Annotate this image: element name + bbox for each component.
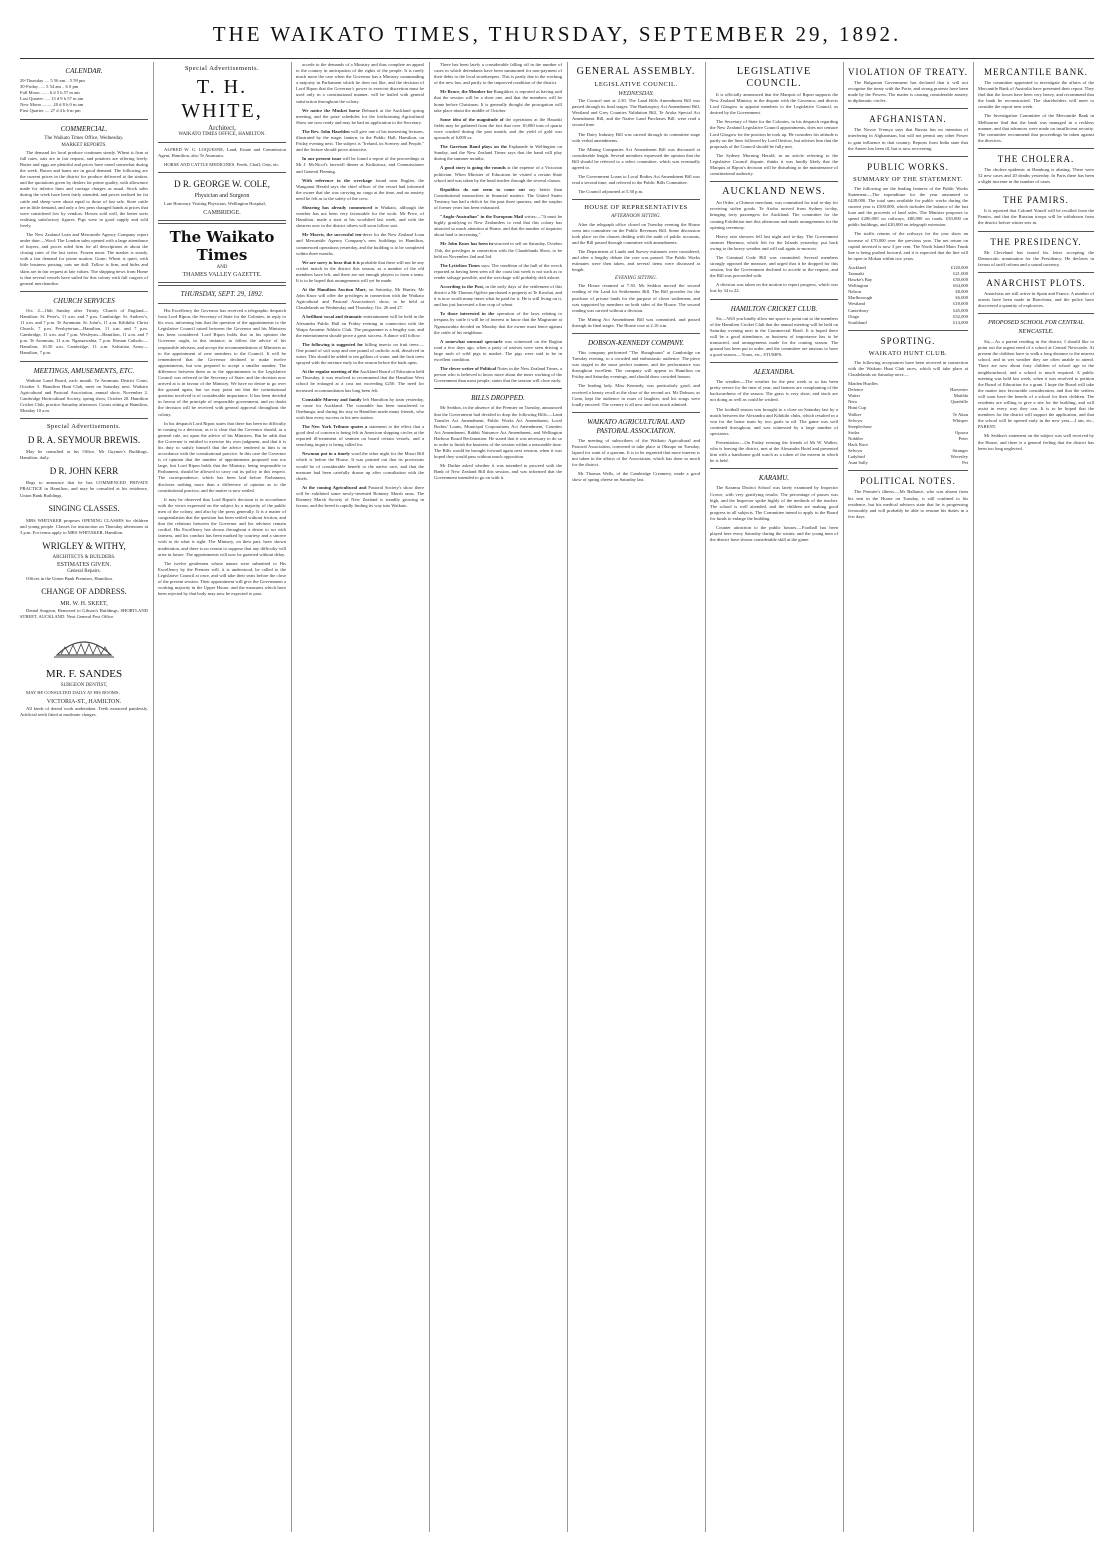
commercial-sub: The Waikato Times Office, Wednesday. bbox=[44, 135, 124, 141]
divider bbox=[978, 313, 1094, 314]
body-text: Oct. 2—16th Sunday after Trinity. Church of England—Hamilton: St. Peter's, 11 a.m. and 7 p.m. Cambridge: St. Andrew's, 11 a.m. and 7 p.m. Te Awamutu: St. John's, 11 a.m. Kihikihi: Christ Church, 7 p.m. Presbyterian—Hamilton, 11 a.m. and 7 p.m. Cambridge, 11 a.m. and 7 p.m. Wesleyan—Hamilton, 11 a.m. and 7 p.m. Te Awamutu, 11 a.m. Ngaruawahia, 7 p.m. Roman Catholic—Hamilton, 10.30 a.m. Cambridge, 11 a.m. Salvation Army—Hamilton, 7 p.m. bbox=[20, 307, 148, 356]
body-text: It is officially announced that the Marquis of Ripon supports the New Zealand Ministry in the dispute with the Governor, and directs Lord Glasgow to appoint members to the Legislative Council, as desired by the Government. bbox=[710, 92, 838, 116]
divider bbox=[20, 291, 148, 292]
violation-heading: VIOLATION OF TREATY. bbox=[848, 67, 968, 77]
divider bbox=[978, 148, 1094, 149]
divider bbox=[978, 189, 1094, 190]
general-repairs: General Repairs. bbox=[67, 569, 101, 575]
divider bbox=[158, 282, 286, 286]
body-text: According to the Post, in the early days of the settlement of this district a Mr Thomas Ogilvie purchased a property at Te Kowhai, and it is now worth many times what he paid for it. He is still living on it, and has just harvested a fine crop of wheat. bbox=[434, 284, 562, 308]
general-assembly-heading: GENERAL ASSEMBLY. bbox=[576, 66, 696, 77]
sandes-name: MR. F. SANDES bbox=[45, 667, 123, 680]
body-text: The committee appointed to investigate the affairs of the Mercantile Bank of Australia have presented their report. They find that the losses have been very heavy, and recommend that the bank be reconstructed. The shareholders will meet to consider the report next week. bbox=[978, 80, 1094, 110]
cholera-heading: THE CHOLERA. bbox=[997, 153, 1075, 164]
alexandra-heading: ALEXANDRA. bbox=[753, 368, 795, 377]
body-text: Shearing has already commenced in Waikato, although the weather has not been very favourable for the work. Mr Price, of Hamilton, made a start at his woolshed last week, and with the shearers now in the district others will soon follow suit. bbox=[296, 204, 424, 229]
body-text: The Department of Lands and Survey estimates were considered, and after a lengthy debate the vote was passed. The Public Works estimates were then taken, and several items were discussed at length. bbox=[572, 248, 700, 273]
special-ads-heading: Special Advertisements. bbox=[184, 65, 260, 72]
masthead: THE WAIKATO TIMES, THURSDAY, SEPTEMBER 29, 1892. bbox=[212, 22, 902, 46]
body-text: HORSE AND CATTLE MEDICINES. Feeds, Chaff, Oats, etc. bbox=[164, 162, 280, 168]
divider bbox=[710, 181, 838, 182]
body-text: We notice the Musket horse Delmark at the Auckland spring meeting, and the prize schedules for the forthcoming Agricultural Show are now ready and may be had on application to the Secretary. bbox=[296, 107, 424, 125]
body-text: The House resumed at 7.30. Mr Seddon moved the second reading of the Land for Settlements Bill. The Bill provides for the purchase of private lands for the purpose of closer settlement, and was supported by members on both sides of the House. The second reading was carried without a division. bbox=[572, 283, 700, 313]
body-text: A somewhat unusual spectacle was witnessed on the Raglan road a few days ago, when a party of natives were seen driving a large mob of wild pigs to market. The pigs were said to be in excellent condition. bbox=[434, 338, 562, 363]
body-text: Mr Duthie asked whether it was intended to proceed with the Bank of New Zealand Bill this session, and was informed that the Government intended to go on with it. bbox=[434, 463, 562, 481]
body-text: A good story is going the rounds at the expense of a Victorian politician. When Minister of Education he visited a certain State school and was taken by the head teacher through the several classes. bbox=[434, 165, 562, 183]
wrigley-sub: ARCHITECTS & BUILDERS. bbox=[52, 554, 116, 560]
body-text: An Order, a Chinese merchant, was committed for trial to-day for receiving stolen goods. Te Aroha arrived from Sydney to-day, bringing forty passengers for Auckland. The committee for the coming Exhibition met this afternoon and made arrangements for the opening ceremony. bbox=[710, 200, 838, 230]
body-text: The following are the leading features of the Public Works Statement:—The expenditure for the year amounted to £428,000. The total sum available for public works during the current year is £500,000, which includes the balance of the last loan and the proceeds of land sales. The Minister proposes to spend £200,000 on railways, £80,000 on roads, £50,000 on public buildings, and £20,000 on telegraph extension. bbox=[848, 185, 968, 228]
divider bbox=[710, 299, 838, 300]
body-text: The Dairy Industry Bill was carried through its committee stage with verbal amendments. bbox=[572, 131, 700, 143]
railway-table: Auckland £120,000 Taranaki £21,000 Hawke's Bay £30,000 Wellington £64,000 Nelson £8,000 Marlborough £6,000 Westland £18,000 Canterbury £45,000 Otago £52,000 Southland £14,000 bbox=[848, 264, 968, 325]
divider bbox=[20, 361, 148, 362]
waikato-hunt-heading: WAIKATO HUNT CLUB. bbox=[868, 349, 948, 357]
body-text: Mr Cleveland has issued his letter accepting the Democratic nomination for the Presidency. He declares in favour of tariff reform and a sound currency. bbox=[978, 249, 1094, 267]
body-text: ALFRED W. G. LOQUESNE, Land, Estate and Commission Agent, Hamilton, also Te Awamutu. bbox=[158, 147, 286, 159]
body-text: The Mining Act Amendment Bill was committed, and passed through its final stages. The House rose at 2.10 a.m. bbox=[572, 316, 700, 328]
body-text: The Bulgarian Government has declared that it will not recognise the treaty with the Porte, and strong protests have been made by the Powers. The matter is causing considerable anxiety in diplomatic circles. bbox=[848, 80, 968, 104]
divider bbox=[710, 362, 838, 363]
bills-dropped-heading: BILLS DROPPED. bbox=[471, 394, 525, 403]
dobson-heading: DOBSON-KENNEDY COMPANY. bbox=[587, 339, 685, 347]
column-rule bbox=[705, 62, 706, 1532]
body-text: The weather.—The weather for the past week or so has been pretty severe for the time of year, and farmers are complaining of the backwardness of the season. The grass is very short, and stock are not doing as well as could be wished. bbox=[710, 379, 838, 403]
body-text: Mr John Knox has been in-structed to sell on Saturday, October 15th, the privileges in connection with the Claudelands Show, to be held on November 2nd and 3rd. bbox=[434, 241, 562, 259]
brewis-name: D R. A. SEYMOUR BREWIS. bbox=[27, 435, 141, 446]
divider bbox=[710, 468, 838, 469]
house-reps-heading: HOUSE OF REPRESENTATIVES bbox=[584, 204, 688, 212]
body-text: It may be observed that Lord Ripon's decision is in accordance with the views expressed on the subject by a majority of the public men of the colony, and also by the press generally. It is a matter of congratulation that the question has been settled without friction, and that the relations between the Governor and his advisers remain cordial. His Excellency has shown throughout a desire to act with fairness, and his conduct has been marked by courtesy and a sincere wish to do what is right. The Ministry, on their part, have shown moderation, and there is no reason to suppose that any difficulty will arise in future. The appointments will now be gazetted without delay. bbox=[158, 496, 286, 557]
body-text: At the coming Agricultural and Pastoral Society's show there will be exhibited some newly-invented Romney Marsh rams. The Romney Marsh Society of New Zealand is steadily growing in favour, and the breed is rapidly finding its way into Waikato. bbox=[296, 484, 424, 509]
body-text: Mr Seddon's statement on the subject was well received by the House, and there is a general feeling that the district has been too long neglected. bbox=[978, 433, 1094, 451]
change-address: CHANGE OF ADDRESS. bbox=[41, 587, 127, 597]
auckland-news-heading: AUCKLAND NEWS. bbox=[722, 186, 826, 198]
afghanistan-heading: AFGHANISTAN. bbox=[869, 114, 947, 125]
body-text: At the regular meeting of the Auckland Board of Education held on Thursday, it was resolved to recommend that the Hamilton West school be enlarged at a cost not exceeding £250. The need for increased accommodation has long been felt. bbox=[296, 369, 424, 393]
body-text: Dental Surgeon, Removed to Gibson's Buildings, SHORTLAND STREET, AUCKLAND. Next General Post Office. bbox=[20, 608, 148, 620]
paper-title: The Waikato Times bbox=[169, 227, 275, 264]
divider bbox=[572, 199, 700, 200]
body-text: Presentation.—On Friday evening the friends of Mr W. Walker, who is leaving the district, met at the Alexandra Hotel and presented him with a handsome gold watch as a token of the esteem in which he is held. bbox=[710, 440, 838, 464]
body-text: accede to the demands of a Ministry and thus complete an appeal to the country in anticipation of the rights of the people. It is rarely much more the case when the Governor has a Ministry commanding a majority in Parliament which he does not like, and the decision of Lord Ripon that the Governor's power to exercise discretion must be used only in a constitutional manner, will be hailed with general satisfaction throughout the colony. bbox=[296, 62, 424, 104]
white-sub: Architect, bbox=[208, 124, 236, 132]
body-text: Constable Murray and family left Hamilton by train yesterday, en route for Auckland. The constable has been transferred to Onehunga, and during his stay in Hamilton made many friends, who wish him every success in his new station. bbox=[296, 396, 424, 420]
divider bbox=[20, 418, 148, 419]
body-text: The twelve gentlemen whose names were submitted to His Excellency by the Premier will, it is understood, be called to the Legislative Council at once, and will take their seats before the close of the present session. Their appointment will give the Government a working majority in the Upper House, and the measures which have been rejected by that body may now be expected to pass. bbox=[158, 560, 286, 597]
body-text: The Government Loans to Local Bodies Act Amendment Bill was read a second time, and referred to the Public Bills Committee. bbox=[572, 174, 700, 186]
divider bbox=[848, 156, 968, 157]
almanac-heading: CALENDAR. bbox=[65, 67, 103, 75]
divider bbox=[848, 330, 968, 331]
column-rule bbox=[567, 62, 568, 1532]
body-text: There has been lately a considerable falling off in the number of cases in which defendants have been summoned for non-payment of their debts to the local storekeepers. This is partly due to the working of the new law, and partly to the improved condition of the district. bbox=[434, 62, 562, 86]
column-rule bbox=[843, 62, 844, 1532]
column-1 bbox=[20, 62, 148, 1532]
column-8 bbox=[978, 62, 1094, 1532]
body-text: The Rev. John Haselden will give one of his interesting lectures, illustrated by the magic lantern, in the Public Hall, Hamilton, on Friday evening next. The subject is "Ireland, its Scenery and People," and the lecture should prove attractive. bbox=[296, 128, 424, 153]
cambridge: CAMBRIDGE. bbox=[203, 209, 241, 216]
karamu-heading: KARAMU. bbox=[758, 474, 790, 483]
legislative-council-heading: LEGISLATIVE COUNCIL. bbox=[736, 66, 812, 89]
evening: EVENING SITTING. bbox=[615, 276, 657, 282]
divider bbox=[158, 172, 286, 173]
body-text: Mr Seddon, in the absence of the Premier on Tuesday, announced that the Government had decided to drop the following Bills:—Land Transfer Act Amendment, Public Works Act Amendment, Local Bodies' Loans, Municipal Corporations Act Amendment, Counties Act Amendment, Rabbit Nuisance Act Amendment, and Wellington Harbour Board Reclamation. He stated that it was necessary to do so in order to finish the business of the session within a reasonable time. The Bills would be brought forward again next session, when it was hoped they would pass without much opposition. bbox=[434, 405, 562, 460]
anarchist-heading: ANARCHIST PLOTS. bbox=[986, 277, 1086, 288]
divider bbox=[848, 470, 968, 471]
divider bbox=[158, 303, 286, 304]
body-text: The clever writer of Political Notes in the New Zealand Times, a person who is believed to know more about the inner working of the Government than most people, states that the session will close early. bbox=[434, 366, 562, 384]
body-text: Sir,—Will you kindly allow me space to point out to the members of the Hamilton Cricket Club that the annual meeting will be held on Saturday evening next in the Commercial Hotel. It is hoped there will be a good attendance, as business of importance has to be transacted, and arrangements made for the coming season. The ground has been put in order, and the committee are anxious to have a good season.—Yours, etc., STUMPS. bbox=[710, 315, 838, 358]
body-text: "Anglo-Australian" in the European Mail writes:—"It must be highly gratifying to New Zealanders to read that this colony has attracted so much attention at Home, and that the number of inquiries about land is increasing." bbox=[434, 214, 562, 238]
body-text: All kinds of dental work undertaken. Teeth extracted painlessly. Artificial teeth fitted at moderate charges. bbox=[20, 705, 148, 717]
political-heading: POLITICAL NOTES. bbox=[860, 476, 956, 487]
body-text: The demand for local produce continues steady. Wheat is firm at full rates, oats are in fair request, and potatoes are offering freely. Butter and eggs are plentiful and prices have eased somewhat during the week. Bacon and hams are in good demand. The following are the current prices in the district for produce delivered at the station, and the quotations given by dealers for prime quality, with allowance made for inferior lines and carriage charges as usual. Stock sales during the week have been fairly attended, and prices realised for fat cattle and sheep were about equal to those of last sale. Store cattle are in little demand, and only a few pens changed hands at prices that were considered low by vendors. Horses sold well, the better sorts realising satisfactory figures. Pigs were in good supply and sold freely. bbox=[20, 149, 148, 228]
coleman-sub: Physician and Surgeon bbox=[194, 193, 250, 200]
body-text: The Investigation Committee of the Mercantile Bank in Melbourne find that the bank was managed in a reckless manner, and that advances were made on insufficient security. The committee recommend that proceedings be taken against the directors. bbox=[978, 113, 1094, 143]
divider bbox=[572, 333, 700, 334]
divider bbox=[20, 119, 148, 120]
body-text: The Premier's illness.—Mr Ballance, who was absent from his seat in the House on Tuesday, is still confined to his residence, but his medical advisers state that he is progressing favourably and will probably be able to resume his duties in a few days. bbox=[848, 489, 968, 519]
masthead-rule bbox=[20, 58, 1094, 59]
divider bbox=[158, 220, 286, 224]
kerr-name: D R. JOHN KERR bbox=[49, 466, 119, 477]
body-text: Mr Morris, the successful ten-derer for the New Zealand Loan and Mercantile Agency Company's new buildings in Hamilton, commenced operations yesterday, and the building is to be completed within three months. bbox=[296, 232, 424, 256]
meetings-heading: MEETINGS, AMUSEMENTS, ETC. bbox=[33, 366, 135, 375]
summary-heading: SUMMARY OF THE STATEMENT. bbox=[853, 175, 963, 183]
body-text: After the telegraph office closed on Tuesday evening the House went into committee on the Public Revenues Bill. Some discussion took place on the clauses dealing with the audit of public accounts, and the Bill passed through committee with amendments. bbox=[572, 221, 700, 245]
body-text: The Karamu District School was lately examined by Inspector Crowe, with very gratifying results. The percentage of passes was high, and the Inspector spoke highly of the methods of the teacher. The school is well attended, and the children are making good progress in all subjects. The Committee intend to apply to the Board for funds to enlarge the building. bbox=[710, 485, 838, 521]
estimates: ESTIMATES GIVEN. bbox=[57, 561, 111, 568]
body-text: With reference to the wreckage found near Raglan, the Wanganui Herald says the chief officer of the vessel had informed the owner that she was carrying no cargo at the time, and no anxiety need be felt as to the safety of the crew. bbox=[296, 177, 424, 201]
paper-and: AND bbox=[216, 264, 228, 270]
almanac-table: 29-Thursday .... 5 56 am .. 5 59 pm 30-Friday ..... 5 54 am .. 6 0 pm Full Moon ....... 6 d 5 h 57 m am Last Quarter ..... 13 d 9 h 57 m am New Moon ......... 20 d 8 h 0 m am First Quarter .... 27 d 4 h 6 m pm bbox=[20, 78, 85, 114]
body-text: The New Zealand Loan and Mercantile Agency Company report under date:—Wool: The London sales opened with a large attendance of buyers, and prices ruled firm for all descriptions at about the closing rates of the last series. Frozen meat: The market is steady, with a fair demand for prime mutton. Grain: Wheat is quiet, with little business passing; oats are dull. Tallow is firm, and hides and skins are in fair request at late values. The shipping news from Home is that several vessels have sailed for this colony with full cargoes of general merchandise. bbox=[20, 231, 148, 286]
body-text: The Criminal Code Bill was committed. Several members strongly opposed the measure, and urged that it be dropped for this session, but the Government declined to accede to the request, and the Bill was proceeded with. bbox=[710, 254, 838, 279]
market-reports: MARKET REPORTS. bbox=[61, 142, 107, 148]
body-text: Mr Bruce, the Member for Rangitikei, is reported as having said that the session will be a short one, and that the members will be home before Christmas. It is generally thought the prorogation will take place about the middle of October. bbox=[434, 89, 562, 113]
body-text: The New York Tribune quotes a statement to the effect that a good deal of concern is being felt in American shipping circles at the reported ill-treatment of seamen on board certain vessels, and a searching inquiry is being called for. bbox=[296, 423, 424, 448]
body-text: The leading lady, Miss Kennedy, was particularly good, and received a hearty recall at the close of the second act. Mr Dobson, as Conn, kept the audience in roars of laughter, and his songs were loudly encored. The scenery is all new and was much admired. bbox=[572, 383, 700, 407]
body-text: Republics do not seem to come out any better than Constitutional monarchies in financial matters. The United States Treasury has had a deficit for the past three quarters, and the surplus of former years has been exhausted. bbox=[434, 186, 562, 210]
body-text: The Novoe Vremya says that Russia has no intention of interfering in Afghanistan, but will not permit any other Power to gain influence in that country. Reports from India state that the Ameer has been ill, but is now recovering. bbox=[848, 127, 968, 151]
body-text: The Council adjourned at 5.30 p.m. bbox=[578, 189, 644, 195]
wednesday: WEDNESDAY. bbox=[618, 91, 654, 97]
body-text: Heavy rain showers fell last night and to-day. The Government steamer Hinemoa, which left for the Islands yesterday, put back owing to the heavy weather and will sail again to-morrow. bbox=[710, 233, 838, 251]
divider bbox=[978, 272, 1094, 273]
waikato-pastoral-heading: WAIKATO AGRICULTURAL AND PASTORAL ASSOCIATION. bbox=[587, 417, 685, 435]
column-5 bbox=[572, 62, 700, 1532]
divider bbox=[158, 142, 286, 143]
body-text: The Council met at 2.30. The Land Bills Amendment Bill was passed through its final stages. The Bankruptcy Act Amendment Bill, Westland and Grey Counties Validation Bill, Te Aroha Special Act Amendment Bill, and the Native Land Purchases Bill, were read a second time. bbox=[572, 98, 700, 128]
body-text: At the Hamilton Auction Mart, on Saturday, Mr Hunter, Mr John Knox will offer the privileges in connection with the Waikato Agricultural and Pastoral Association's show, to be held at Claudelands on Wednesday and Thursday, Oct. 26 and 27. bbox=[296, 287, 424, 311]
body-text: The Mining Companies Act Amendment Bill was discussed at considerable length. Several members expressed the opinion that the Bill should be referred to a select committee, which was eventually agreed to. bbox=[572, 146, 700, 171]
paper-sub: THAMES VALLEY GAZETTE. bbox=[182, 271, 262, 278]
mercantile-heading: MERCANTILE BANK. bbox=[984, 67, 1088, 77]
church-heading: CHURCH SERVICES bbox=[53, 296, 115, 305]
body-text: The Secretary of State for the Colonies, in his despatch regarding the New Zealand Legislative Council appointments, does not censure Lord Glasgow for the position he took up. He considers his attitude is partly on the lines followed by Lord Onslow, but advises him that the proposals of the Council should be fully met. bbox=[710, 119, 838, 149]
body-text: Newman put in a timely word the other night for the Maori Bill which is before the House. It was pointed out that its provisions would be of considerable benefit to the native race, and that the measure had been carefully drawn up after consultation with the chiefs. bbox=[296, 451, 424, 481]
body-text: MRS WHITAKER proposes OPENING CLASSES for children and young people. Classes for instruction on Thursday afternoons at 3 p.m. For terms apply to MRS WHITAKER, Hamilton. bbox=[20, 517, 148, 535]
public-works-heading: PUBLIC WORKS. bbox=[867, 161, 949, 172]
legislative-council-heading: LEGISLATIVE COUNCIL. bbox=[594, 81, 678, 88]
column-rule bbox=[973, 62, 974, 1532]
pamirs-heading: THE PAMIRS. bbox=[1003, 195, 1069, 206]
white-name: T. H. WHITE, bbox=[181, 76, 263, 122]
body-text: The following acceptances have been received in connection with the Waikato Hunt Club races, which will take place at Claudelands on Saturday next:— bbox=[848, 359, 968, 377]
body-text: Begs to announce that he has COMMENCED PRIVATE PRACTICE in Hamilton, and may be consulted at his residence, Union Bank Buildings. bbox=[20, 480, 148, 498]
body-text: The Garrison Band plays on the Esplanade in Wellington on Sunday, and the New Zealand Times says that the band will play during the summer months. bbox=[434, 144, 562, 162]
column-7 bbox=[848, 62, 968, 1532]
wrigley-heading: WRIGLEY & WITHY, bbox=[42, 540, 126, 551]
divider bbox=[434, 388, 562, 389]
column-4 bbox=[434, 62, 562, 1532]
body-text: A brilliant vocal and dramatic entertainment will be held in the Alexandra Public Hall on Friday evening in connection with the Waipa Amateur Athletic Club. The programme is a lengthy one, and the entertainment should prove a great success. A dance will follow. bbox=[296, 314, 424, 338]
body-text: May be consulted at his Office, Mr Guymer's Buildings, Hamilton, daily. bbox=[20, 449, 148, 461]
body-text: We are sorry to hear that it is probable that there will not be any cricket match in the district this season, as a number of the old members have left, and there are not enough players to form a team. It is to be hoped that arrangements will yet be made. bbox=[296, 259, 424, 283]
sporting-heading: SPORTING. bbox=[880, 335, 936, 346]
hunt-acceptances: Maiden Hurdles Defence Harvester Waiter Matilda Nero Quadrille Hunt Cup Walker Te Akau Selwyn Whisper Steeplechase Sirdar Opawa Nobbler Peter Hack Race Selwyn Stranger Ladybird Waverley Aunt Sally Pet bbox=[848, 381, 968, 466]
victoria-st: VICTORIA-ST., HAMILTON. bbox=[46, 698, 122, 705]
special-ads-heading: Special Advertisements. bbox=[46, 423, 122, 431]
body-text: Some idea of the magnitude of the operations at the Hauraki fields may be gathered from the fact that over 10,000 tons of quartz were crushed during the past month, and the yield of gold was upwards of 6,000 oz. bbox=[434, 116, 562, 141]
divider bbox=[978, 231, 1094, 232]
newspaper-columns bbox=[20, 62, 1094, 1532]
body-text: In his despatch Lord Ripon states that there has been no difficulty in coming to a decision, as it is clear that the Governor should, as a general rule, act upon the advice of his Ministers. But he adds that the Governor is entitled to exercise his own judgment, and that it is his duty to satisfy himself that the advice tendered to him is in accordance with the constitutional practice. In this case the Governor is of opinion that the number of appointments proposed was too large, but Lord Ripon holds that the Ministry, being responsible to Parliament, should be allowed to carry out its policy in this respect. The correspondence, which has been laid before Parliament, discloses nothing more than a difference of opinion as to the constitutional practice, and the matter is now settled. bbox=[158, 420, 286, 493]
presidency-heading: THE PRESIDENCY. bbox=[990, 236, 1082, 247]
body-text: The Lyttelton Times says: The condition of the hull of the wreck reported as having been seen off the coast last week is not such as to render salvage possible, and the wreckage will probably drift ashore. bbox=[434, 262, 562, 280]
hamilton-cricket-heading: HAMILTON CRICKET CLUB. bbox=[730, 304, 818, 313]
dateline: THURSDAY, SEPT. 29, 1892. bbox=[180, 289, 264, 298]
body-text: The football season was brought to a close on Saturday last by a match between the Alexandra and Kihikihi clubs, which resulted in a win for the home team by two goals to nil. The game was well contested throughout, and was witnessed by a large number of spectators. bbox=[710, 406, 838, 436]
column-rule bbox=[429, 62, 430, 1532]
body-text: To those interested in the operation of the laws relating to trespass by cattle it will be of interest to know that the Magistrate at Ngaruawahia decided on Monday that the owner must fence against the cattle of his neighbour. bbox=[434, 311, 562, 335]
body-text: This company performed "The Shaughraun" at Cambridge on Tuesday evening, to a crowded and enthusiastic audience. The piece was staged in the most perfect manner, and the performance was throughout excellent. The company will appear in Hamilton on Friday and Saturday evenings, and should draw crowded houses. bbox=[572, 350, 700, 380]
column-3 bbox=[296, 62, 424, 1532]
body-text: Offices in the Union Bank Premises, Hamilton. bbox=[26, 576, 113, 582]
body-text: The Sydney Morning Herald, in an article referring to the Legislative Council dispute, thinks it was hardly likely that the Marquis of Ripon's decision will be disturbing to the maintenance of constitutional authority. bbox=[710, 152, 838, 177]
denture-engraving bbox=[49, 625, 119, 663]
column-2 bbox=[158, 62, 286, 1532]
body-text: Waikato Land Board, each month. Te Awamutu District Court, October 3. Hamilton Hunt Club, meet on Saturday next. Waikato Agricultural and Pastoral Association, annual show, November 2. Cambridge Horticultural Society, spring show, October 20. Hamilton Cricket Club, practice Saturday afternoon. Courts sitting at Hamilton, Monday 10 a.m. bbox=[20, 377, 148, 414]
white-addr: WAIKATO TIMES OFFICE, HAMILTON. bbox=[178, 132, 266, 138]
body-text: The meeting of subscribers of the Waikato Agricultural and Pastoral Association, convened to take place at Ohaupo on Tuesday, lapsed for want of a quorum. It is to be regretted that more interest is not taken in the affairs of the Association, which has done so much for the district. bbox=[572, 437, 700, 468]
column-6 bbox=[710, 62, 838, 1532]
body-text: Late Honorary Visiting Physician, Wellington Hospital, bbox=[164, 200, 266, 206]
body-text: Mr Thomas Wells, of the Cambridge Creamery, made a good show of spring cheese on Saturday last. bbox=[572, 471, 700, 483]
divider bbox=[572, 412, 700, 413]
sandes-sub: SURGEON DENTIST, bbox=[60, 682, 108, 688]
singing-heading: SINGING CLASSES. bbox=[48, 503, 120, 513]
body-text: MAY BE CONSULTED DAILY AT HIS ROOMS, bbox=[26, 689, 120, 695]
afternoon: AFTERNOON SITTING. bbox=[611, 214, 661, 220]
body-text: The traffic returns of the railways for the year show an increase of £70,000 over the previous year. The net return on capital invested is now 3 per cent. The North Island Main Trunk line is being pushed forward, and it is expected that the line will be open to Mokau within two years. bbox=[848, 231, 968, 261]
body-text: The following is suggested for killing insects on fruit trees:—One pound of soft soap and one pound of carbolic acid, dissolved in water. This should be added to ten gallons of water, and the fruit trees sprayed with the mixture early in the season before the buds open. bbox=[296, 341, 424, 366]
body-text: It is reported that Colonel Yonoff will be recalled from the Pamirs, and that the Russian troops will be withdrawn from the district before winter sets in. bbox=[978, 208, 1094, 226]
divider bbox=[848, 108, 968, 109]
column-rule bbox=[153, 62, 154, 1532]
skeet-name: MR. W. H. SKEET, bbox=[60, 601, 108, 608]
coleman-name: D R. GEORGE W. COLE, bbox=[174, 179, 270, 190]
body-text: A division was taken on the motion to report progress, which was lost by 34 to 22. bbox=[710, 282, 838, 294]
body-text: The cholera epidemic at Hamburg is abating. There were 52 new cases and 20 deaths yesterday. In Paris there has been a slight increase in the number of cases. bbox=[978, 166, 1094, 185]
body-text: In our present issue will be found a report of the proceedings at Mr J. McNicol's farewell dinner at Kirikiriroa, and Commissioner and General Fleming. bbox=[296, 156, 424, 174]
commercial-heading: COMMERCIAL. bbox=[60, 124, 108, 133]
body-text: Anarchists are still active in Spain and France. A number of arrests have been made in Barcelona, and the police have discovered a quantity of explosives. bbox=[978, 290, 1094, 308]
body-text: Sir,—As a parent residing in the district, I should like to point out the urgent need of a school at Central Newcastle. At present the children have to walk a long distance to the nearest school, and in wet weather they are often unable to attend. There are now about forty children of school age in the neighbourhood, and a school is much required. A public meeting was held last week, when it was resolved to petition the Board of Education for a grant. I hope the Board will take the matter into favourable consideration, and that the settlers will soon have the benefit of a school for their children. The residents are willing to give a site for the building, and will assist in every way they can. It is to be hoped that the members for the district will support the application, and that the school will be opened early in the new year.—I am, etc., PARENT. bbox=[978, 339, 1094, 430]
body-text: Counter attraction to the public houses.—Football has been played here every Saturday during the winter, and the young men of the district have shown considerable skill at the game. bbox=[710, 524, 838, 543]
column-rule bbox=[291, 62, 292, 1532]
body-text: His Excellency the Governor has received a telegraphic despatch from Lord Ripon, the Secretary of State for the Colonies, in reply to his own, informing him that the question of the appointments to the Legislative Council raised between the Governor and his Ministers has been considered. Lord Ripon holds that in his opinion the Governor ought, in this instance, to follow the advice of his responsible advisers, and accept the recommendations of Ministers as to the appointment of new members to the Council. It will be remembered that the Governor declined to make twelve appointments, but was prepared to accept a smaller number. The difference between them as to the appointments to the Legislative Council was referred to the Secretary of State, and the decision now arrived at is in favour of the Ministry. We have no desire to go over the ground again, but we may point out that the constitutional question involved is of considerable importance. It has been decided in favour of the principle of responsible government, and no doubt the decision will be received with general approval throughout the colony. bbox=[158, 307, 286, 417]
proposed-school-heading: PROPOSED SCHOOL FOR CENTRAL NEWCASTLE. bbox=[988, 320, 1084, 336]
